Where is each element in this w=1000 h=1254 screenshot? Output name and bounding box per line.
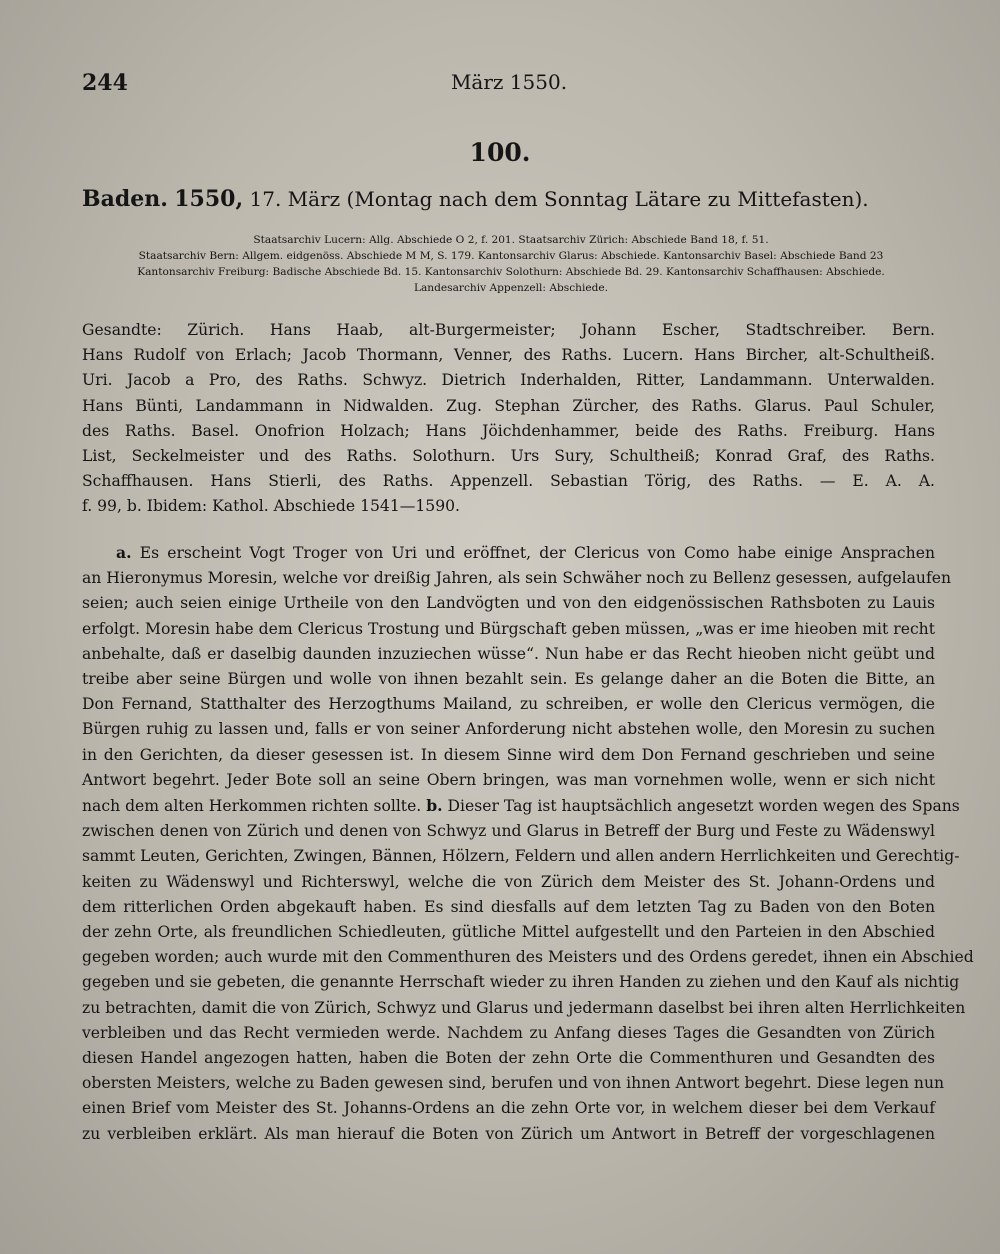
envoys-line: f. 99, b. Ibidem: Kathol. Abschiede 1541—1590. — [82, 497, 460, 516]
main-line: anbehalte, daß er daselbig daunden inzuziechen wüsse“. Nun habe er das Recht hieoben nicht geübt und — [82, 644, 935, 663]
envoys-line: Schaffhausen. Hans Stierli, des Raths. Appenzell. Sebastian Törig, des Raths. — E. A. A. — [82, 472, 935, 491]
running-title: März 1550. — [450, 70, 568, 94]
main-line: einen Brief vom Meister des St. Johanns-Ordens an die zehn Orte vor, in welchem dieser bei dem Verkauf — [82, 1099, 935, 1118]
main-line: keiten zu Wädenswyl und Richterswyl, welche die von Zürich dem Meister des St. Johann-Ordens und — [82, 872, 935, 891]
envoys-line: List, Seckelmeister und des Raths. Solothurn. Urs Sury, Schultheiß; Konrad Graf, des Raths. — [82, 447, 935, 466]
envoys-line: Hans Bünti, Landammann in Nidwalden. Zug. Stephan Zürcher, des Raths. Glarus. Paul Schuler, — [82, 396, 935, 415]
document-year: 1550, — [174, 186, 244, 212]
main-line: sammt Leuten, Gerichten, Zwingen, Bännen, Hölzern, Feldern und allen andern Herrlichkeiten und Gerechtig- — [82, 847, 960, 866]
main-text — [82, 540, 974, 1147]
document-heading — [82, 186, 942, 212]
document-place: Baden. — [82, 186, 168, 212]
main-line: Don Fernand, Statthalter des Herzogthums Mailand, zu schreiben, er wolle den Clericus vermögen, die — [82, 695, 935, 714]
source-line: Landesarchiv Appenzell: Abschiede. — [413, 282, 609, 294]
main-line — [82, 540, 935, 566]
main-line-text: Dieser Tag ist hauptsächlich angesetzt worden wegen des Spans — [447, 797, 960, 816]
main-line: erfolgt. Moresin habe dem Clericus Trostung und Bürgschaft geben müssen, „was er ime hieoben mit recht — [82, 619, 935, 638]
source-line: Staatsarchiv Bern: Allgem. eidgenöss. Abschiede M M, S. 179. Kantonsarchiv Glarus: Abschiede. Kantonsarchiv Basel: Abschiede Band 23 — [138, 250, 884, 262]
source-line: Staatsarchiv Lucern: Allg. Abschiede O 2, f. 201. Staatsarchiv Zürich: Abschiede Band 18, f. 51. — [253, 234, 769, 246]
main-line: gegeben und sie gebeten, die genannte Herrschaft wieder zu ihren Handen zu ziehen und den Kauf als nichtig — [82, 973, 960, 992]
main-line: in den Gerichten, da dieser gesessen ist. In diesem Sinne wird dem Don Fernand geschrieben und seine — [82, 745, 935, 764]
section-mark-a: a. — [116, 543, 132, 562]
envoys-line: Uri. Jacob a Pro, des Raths. Schwyz. Dietrich Inderhalden, Ritter, Landammann. Unterwalden. — [82, 371, 935, 390]
main-line: gegeben worden; auch wurde mit den Commenthuren des Meisters und des Ordens geredet, ihnen ein Abschied — [82, 948, 974, 967]
main-line: zu betrachten, damit die von Zürich, Schwyz und Glarus und jedermann daselbst bei ihren alten Herrlichkeiten — [82, 998, 966, 1017]
main-line: der zehn Orte, als freundlichen Schiedleuten, gütliche Mittel aufgestellt und den Parteien in den Abschied — [82, 923, 935, 942]
main-line: dem ritterlichen Orden abgekauft haben. Es sind diesfalls auf dem letzten Tag zu Baden von den Boten — [82, 897, 935, 916]
document-number: 100. — [469, 138, 531, 167]
running-head — [82, 70, 936, 102]
document-date: 17. März (Montag nach dem Sonntag Lätare zu Mittefasten). — [249, 187, 869, 211]
main-line: an Hieronymus Moresin, welche vor dreißig Jahren, als sein Schwäher noch zu Bellenz gesessen, aufgelaufen — [82, 569, 951, 588]
main-line: seien; auch seien einige Urtheile von den Landvögten und von den eidgenössischen Rathsboten zu Lauis — [82, 594, 935, 613]
main-line: zu verbleiben erklärt. Als man hierauf die Boten von Zürich um Antwort in Betreff der vorgeschlagenen — [82, 1124, 935, 1143]
section-mark-b: b. — [426, 796, 443, 816]
main-line: obersten Meisters, welche zu Baden gewesen sind, berufen und von ihnen Antwort begehrt. Diese legen nun — [82, 1074, 945, 1093]
main-line: verbleiben und das Recht vermieden werde. Nachdem zu Anfang dieses Tages die Gesandten von Zürich — [82, 1023, 935, 1042]
envoys-line: Hans Rudolf von Erlach; Jacob Thormann, Venner, des Raths. Lucern. Hans Bircher, alt-Schultheiß. — [82, 346, 935, 365]
page-number: 244 — [82, 70, 128, 96]
envoys-line: des Raths. Basel. Onofrion Holzach; Hans Jöichdenhammer, beide des Raths. Freiburg. Hans — [82, 421, 935, 440]
main-line-text: Es erscheint Vogt Troger von Uri und eröffnet, der Clericus von Como habe einige Ansprachen — [139, 544, 935, 562]
archive-sources — [82, 232, 940, 296]
main-line — [82, 793, 960, 819]
envoys-paragraph — [82, 318, 935, 520]
envoys-line: Gesandte: Zürich. Hans Haab, alt-Burgermeister; Johann Escher, Stadtschreiber. Bern. — [82, 321, 935, 339]
main-line: diesen Handel angezogen hatten, haben die Boten der zehn Orte die Commenthuren und Gesandten des — [82, 1049, 935, 1068]
main-line: zwischen denen von Zürich und denen von Schwyz und Glarus in Betreff der Burg und Feste zu Wädenswyl — [82, 822, 935, 841]
main-line: treibe aber seine Bürgen und wolle von ihnen bezahlt sein. Es gelange daher an die Boten die Bitte, an — [82, 670, 935, 689]
main-line: Antwort begehrt. Jeder Bote soll an seine Obern bringen, was man vornehmen wolle, wenn er sich nicht — [82, 770, 935, 789]
main-line: Bürgen ruhig zu lassen und, falls er von seiner Anforderung nicht abstehen wolle, den Moresin zu suchen — [82, 720, 935, 739]
main-line-text: nach dem alten Herkommen richten sollte. — [82, 797, 422, 816]
source-line: Kantonsarchiv Freiburg: Badische Abschiede Bd. 15. Kantonsarchiv Solothurn: Abschiede Bd. 29. Kantonsarchiv Schaffhausen: Abschiede. — [137, 266, 885, 278]
